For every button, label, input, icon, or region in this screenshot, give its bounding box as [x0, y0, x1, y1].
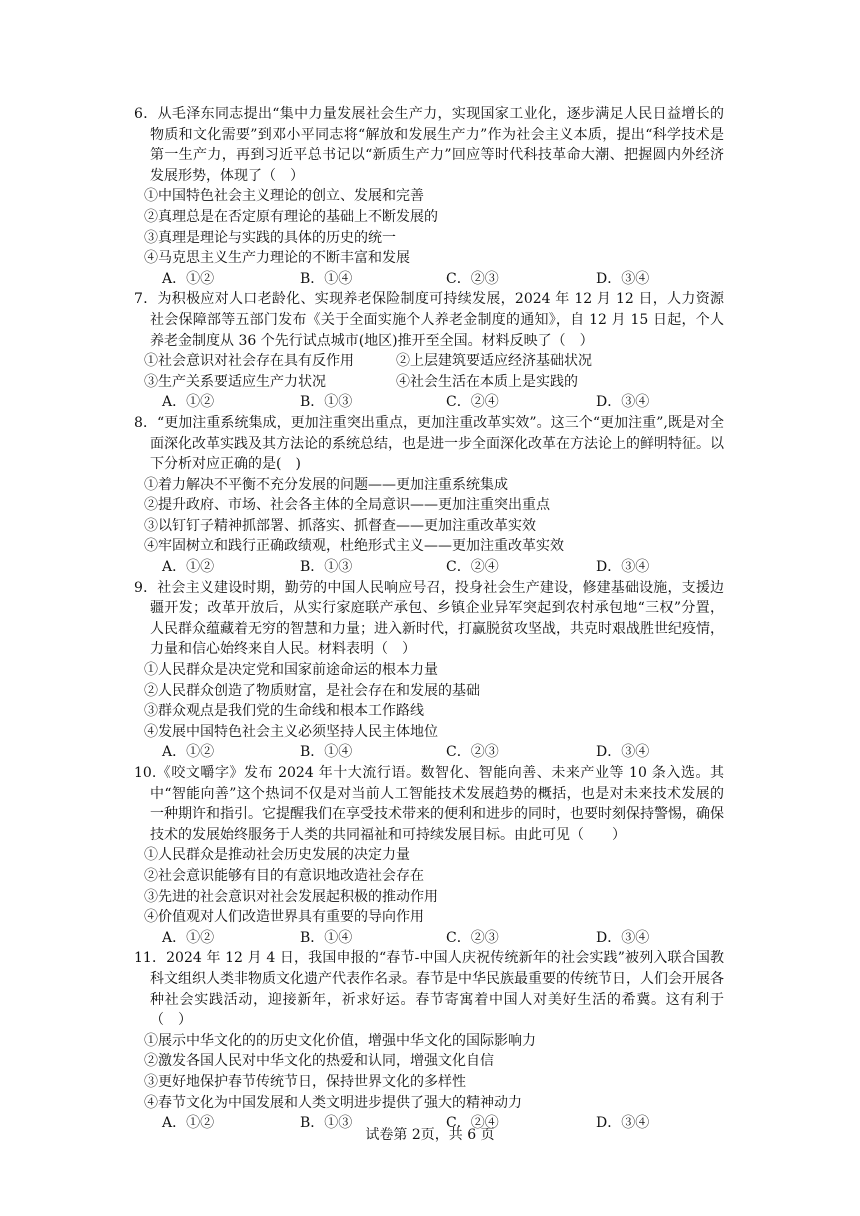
choice-c[interactable]: C．②④ [446, 559, 499, 576]
choice-b[interactable]: B．①③ [300, 559, 353, 576]
choice-c[interactable]: C．②③ [446, 929, 499, 946]
choice-d[interactable]: D．③④ [596, 270, 650, 287]
choice-a[interactable]: A．①② [162, 929, 215, 946]
choice-b[interactable]: B．①④ [300, 744, 353, 761]
choice-c[interactable]: C．②③ [446, 270, 499, 287]
statement-1: ①着力解决不平衡不充分发展的问题——更加注重系统集成 [144, 476, 508, 493]
choice-b[interactable]: B．①③ [300, 394, 353, 411]
choice-a[interactable]: A．①② [162, 1115, 215, 1132]
choice-a[interactable]: A．①② [162, 559, 215, 576]
choice-d[interactable]: D．③④ [596, 394, 650, 411]
answer-choices [134, 392, 724, 413]
choice-d[interactable]: D．③④ [596, 1115, 650, 1132]
statement-4: ④社会生活在本质上是实践的 [396, 373, 578, 390]
statement-3: ③更好地保护春节传统节日，保持世界文化的多样性 [144, 1073, 466, 1090]
statement-4: ④价值观对人们改造世界具有重要的导向作用 [144, 909, 424, 926]
statement-2: ②人民群众创造了物质财富，是社会存在和发展的基础 [144, 682, 480, 699]
question-stem: 10.《咬文嚼字》发布 2024 年十大流行语。数智化、智能向善、未来产业等 10 条入选。其中“智能向善”这个热词不仅是对当前人工智能技术发展趋势的概括，也是对未来技术发展的一种期许和指引。它提醒我们在享受技术带来的便利和进步的同时，也要时刻保持警惕，确保技术的发展始终服务于人类的共同福祉和可持续发展目标。由此可见（ ） [134, 765, 724, 843]
question-11 [134, 948, 724, 1133]
choice-d[interactable]: D．③④ [596, 744, 650, 761]
question-10 [134, 763, 724, 948]
statement-row [134, 372, 724, 393]
question-7 [134, 289, 724, 413]
question-stem: 11．2024 年 12 月 4 日，我国申报的“春节-中国人庆祝传统新年的社会实践”被列入联合国教科文组织人类非物质文化遗产代表作名录。春节是中华民族最重要的传统节日，人们会开展各种社会实践活动，迎接新年，祈求好运。春节寄寓着中国人对美好生活的希冀。这有利于（ ） [134, 950, 724, 1029]
answer-choices [134, 928, 724, 949]
question-8 [134, 413, 724, 578]
statement-3: ③生产关系要适应生产力状况 [144, 373, 326, 390]
question-9 [134, 578, 724, 763]
statement-row [134, 351, 724, 372]
statement-1: ①展示中华文化的的历史文化价值，增强中华文化的国际影响力 [144, 1032, 536, 1049]
statement-2: ②社会意识能够有目的有意识地改造社会存在 [144, 867, 424, 884]
statement-3: ③先进的社会意识对社会发展起积极的推动作用 [144, 888, 438, 905]
statement-4: ④春节文化为中国发展和人类文明进步提供了强大的精神动力 [144, 1094, 522, 1111]
statement-3: ③以钉钉子精神抓部署、抓落实、抓督查——更加注重改革实效 [144, 517, 536, 534]
choice-c[interactable]: C．②④ [446, 1115, 499, 1132]
statement-3: ③群众观点是我们党的生命线和根本工作路线 [144, 703, 424, 720]
statement-2: ②真理总是在否定原有理论的基础上不断发展的 [144, 208, 438, 225]
choice-b[interactable]: B．①④ [300, 929, 353, 946]
choice-a[interactable]: A．①② [162, 744, 215, 761]
answer-choices [134, 269, 724, 290]
statement-1: ①社会意识对社会存在具有反作用 [144, 353, 354, 370]
statement-4: ④牢固树立和践行正确政绩观，杜绝形式主义——更加注重改革实效 [144, 538, 564, 555]
question-stem: 6．从毛泽东同志提出“集中力量发展社会生产力，实现国家工业化，逐步满足人民日益增长的物质和文化需要”到邓小平同志将“解放和发展生产力”作为社会主义本质，提出“科学技术是第一生产力，再到习近平总书记以“新质生产力”回应等时代科技革命大潮、把握圆内外经济发展形势，体现了（ ） [134, 106, 724, 184]
choice-a[interactable]: A．①② [162, 394, 215, 411]
answer-choices [134, 557, 724, 578]
questions-container [134, 104, 724, 1134]
answer-choices [134, 742, 724, 763]
page-footer: 试卷第 2页，共 6 页 [365, 1127, 495, 1143]
statement-2: ②激发各国人民对中华文化的热爱和认同，增强文化自信 [144, 1053, 494, 1070]
question-stem: 8．“更加注重系统集成，更加注重突出重点，更加注重改革实效”。这三个“更加注重”,既是对全面深化改革实践及其方法论的系统总结，也是进一步全面深化改革在方法论上的鲜明特征。以下分析对应正确的是( ) [134, 414, 724, 473]
choice-b[interactable]: B．①③ [300, 1115, 353, 1132]
question-stem: 7．为积极应对人口老龄化、实现养老保险制度可持续发展，2024 年 12 月 12 日，人力资源社会保障部等五部门发布《关于全面实施个人养老金制度的通知》，自 12 月 15 日起，个人养老金制度从 36 个先行试点城市(地区)推开至全国。材料反映了（ ） [134, 291, 724, 349]
statement-4: ④马克思主义生产力理论的不断丰富和发展 [144, 250, 410, 267]
statement-1: ①人民群众是推动社会历史发展的决定力量 [144, 847, 410, 864]
statement-1: ①中国特色社会主义理论的创立、发展和完善 [144, 188, 424, 205]
statement-3: ③真理是理论与实践的具体的历史的统一 [144, 229, 396, 246]
choice-d[interactable]: D．③④ [596, 929, 650, 946]
statement-4: ④发展中国特色社会主义必须坚持人民主体地位 [144, 723, 438, 740]
question-6 [134, 104, 724, 289]
question-stem: 9．社会主义建设时期，勤劳的中国人民响应号召，投身社会生产建设，修建基础设施，支援边疆开发；改革开放后，从实行家庭联产承包、乡镇企业异军突起到农村承包地“三权”分置，人民群众蕴藏着无穷的智慧和力量；进入新时代，打赢脱贫攻坚战，共克时艰战胜世纪疫情，力量和信心始终来自人民。材料表明（ ） [134, 579, 724, 658]
choice-a[interactable]: A．①② [162, 270, 215, 287]
choice-b[interactable]: B．①④ [300, 270, 353, 287]
choice-d[interactable]: D．③④ [596, 559, 650, 576]
choice-c[interactable]: C．②③ [446, 744, 499, 761]
choice-c[interactable]: C．②④ [446, 394, 499, 411]
statement-1: ①人民群众是决定党和国家前途命运的根本力量 [144, 662, 438, 679]
statement-2: ②上层建筑要适应经济基础状况 [396, 353, 592, 370]
statement-2: ②提升政府、市场、社会各主体的全局意识——更加注重突出重点 [144, 497, 550, 514]
